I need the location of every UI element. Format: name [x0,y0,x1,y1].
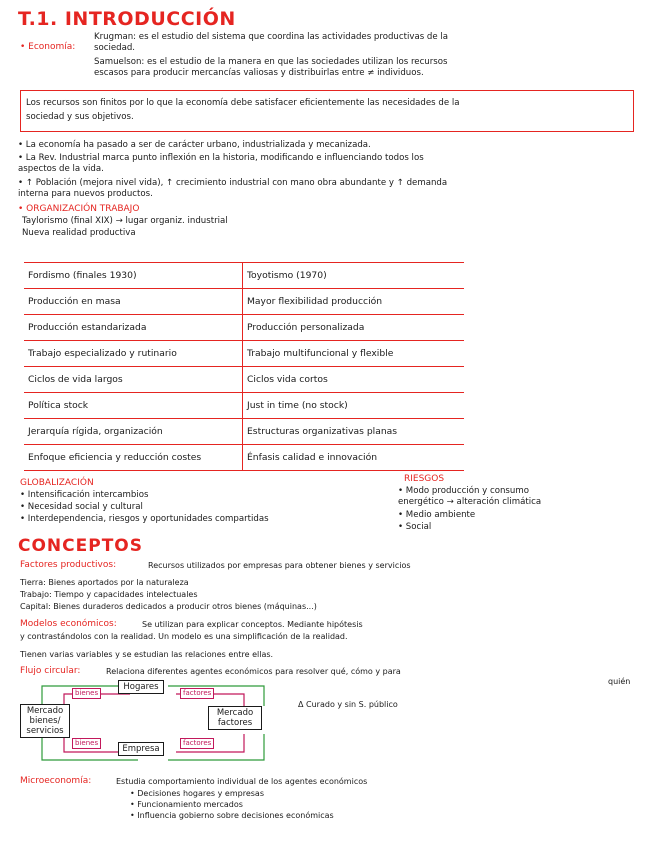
flujo-label: Flujo circular: [20,666,81,676]
nueva-realidad-line: Nueva realidad productiva [22,228,136,238]
bullet-economy-urban: • La economía ha pasado a ser de carácter urbano, industrializada y mecanizada. [18,140,371,150]
table-cell: Política stock [24,393,243,419]
conceptos-heading: CONCEPTOS [18,536,143,556]
table-cell: Fordismo (finales 1930) [24,263,243,289]
table-cell: Ciclos de vida largos [24,367,243,393]
samuelson-definition-cont: escasos para producir mercancías valiosas y distribuirlas entre ≠ individuos. [94,68,424,78]
table-row [24,263,464,289]
factores-label: Factores productivos: [20,560,117,570]
micro-item: • Funcionamiento mercados [130,800,243,809]
globalizacion-item: • Intensificación intercambios [20,490,149,500]
economia-label: • Economía: [20,42,76,52]
table-cell: Trabajo multifuncional y flexible [243,341,465,367]
bullet-population-cont: interna para nuevos productos. [18,189,153,199]
modelos-definition: Se utilizan para explicar conceptos. Mediante hipótesis [142,620,363,629]
factores-definition: Recursos utilizados por empresas para obtener bienes y servicios [148,561,411,570]
modelos-definition-cont: y contrastándolos con la realidad. Un modelo es una simplificación de la realidad. [20,632,348,641]
resources-note-box [20,90,634,132]
samuelson-definition: Samuelson: es el estudio de la manera en que las sociedades utilizan los recursos [94,57,448,67]
riesgos-item: • Social [398,522,432,532]
globalizacion-item: • Necesidad social y cultural [20,502,143,512]
micro-label: Microeconomía: [20,776,92,786]
taylorismo-line: Taylorismo (final XIX) → lugar organiz. industrial [22,216,228,226]
table-cell: Estructuras organizativas planas [243,419,465,445]
bullet-industrial-revolution-cont: aspectos de la vida. [18,164,104,174]
globalizacion-item: • Interdependencia, riesgos y oportunidades compartidas [20,514,269,524]
riesgos-heading: RIESGOS [404,474,445,484]
globalizacion-heading: GLOBALIZACIÓN [20,478,94,488]
node-mercado-factores: Mercado factores [208,706,262,730]
flow-label-bienes-bottom: bienes [72,738,101,749]
riesgos-item: • Modo producción y consumo [398,486,529,496]
table-cell: Ciclos vida cortos [243,367,465,393]
node-mercado-bienes: Mercado bienes/ servicios [20,704,70,738]
table-cell: Producción estandarizada [24,315,243,341]
node-empresa: Empresa [118,742,164,756]
micro-item: • Decisiones hogares y empresas [130,789,264,798]
bullet-population: • ↑ Población (mejora nivel vida), ↑ crecimiento industrial con mano obra abundante y ↑ demanda [18,178,448,188]
table-row [24,367,464,393]
table-cell: Just in time (no stock) [243,393,465,419]
table-row [24,445,464,471]
table-row [24,341,464,367]
flujo-definition: Relaciona diferentes agentes económicos para resolver qué, cómo y para [106,667,401,676]
table-cell: Producción personalizada [243,315,465,341]
krugman-definition-cont: sociedad. [94,43,136,53]
table-cell: Énfasis calidad e innovación [243,445,465,471]
krugman-definition: Krugman: es el estudio del sistema que coordina las actividades productivas de la [94,32,449,42]
node-hogares: Hogares [118,680,164,694]
table-cell: Trabajo especializado y rutinario [24,341,243,367]
micro-item: • Influencia gobierno sobre decisiones económicas [130,811,334,820]
factor-item: Trabajo: Tiempo y capacidades intelectuales [20,590,198,599]
factor-item: Capital: Bienes duraderos dedicados a producir otros bienes (máquinas...) [20,602,317,611]
table-cell: Producción en masa [24,289,243,315]
modelos-label: Modelos económicos: [20,619,117,629]
riesgos-item: • Medio ambiente [398,510,476,520]
page-title: T.1. INTRODUCCIÓN [18,8,236,30]
flow-label-factores-bottom: factores [180,738,214,749]
resources-note-line2: sociedad y sus objetivos. [26,112,134,122]
micro-definition: Estudia comportamiento individual de los agentes económicos [116,777,368,786]
bullet-industrial-revolution: • La Rev. Industrial marca punto inflexión en la historia, modificando e influenciando todos los [18,153,424,163]
table-cell: Jerarquía rígida, organización [24,419,243,445]
resources-note-line1: Los recursos son finitos por lo que la economía debe satisfacer eficientemente las necesidades de la [26,98,460,108]
flow-label-factores-top: factores [180,688,214,699]
fordismo-toyotismo-table [24,262,464,471]
riesgos-item: energético → alteración climática [398,497,542,507]
factor-item: Tierra: Bienes aportados por la naturaleza [20,578,189,587]
table-row [24,289,464,315]
organizacion-heading: • ORGANIZACIÓN TRABAJO [18,204,140,214]
table-cell: Mayor flexibilidad producción [243,289,465,315]
flujo-note: Δ Curado y sin S. público [298,700,398,709]
flow-label-bienes-top: bienes [72,688,101,699]
table-row [24,419,464,445]
flujo-definition-end: quién [608,677,631,686]
table-row [24,393,464,419]
table-row [24,315,464,341]
table-cell: Enfoque eficiencia y reducción costes [24,445,243,471]
table-cell: Toyotismo (1970) [243,263,465,289]
modelos-line3: Tienen varias variables y se estudian las relaciones entre ellas. [20,650,274,659]
